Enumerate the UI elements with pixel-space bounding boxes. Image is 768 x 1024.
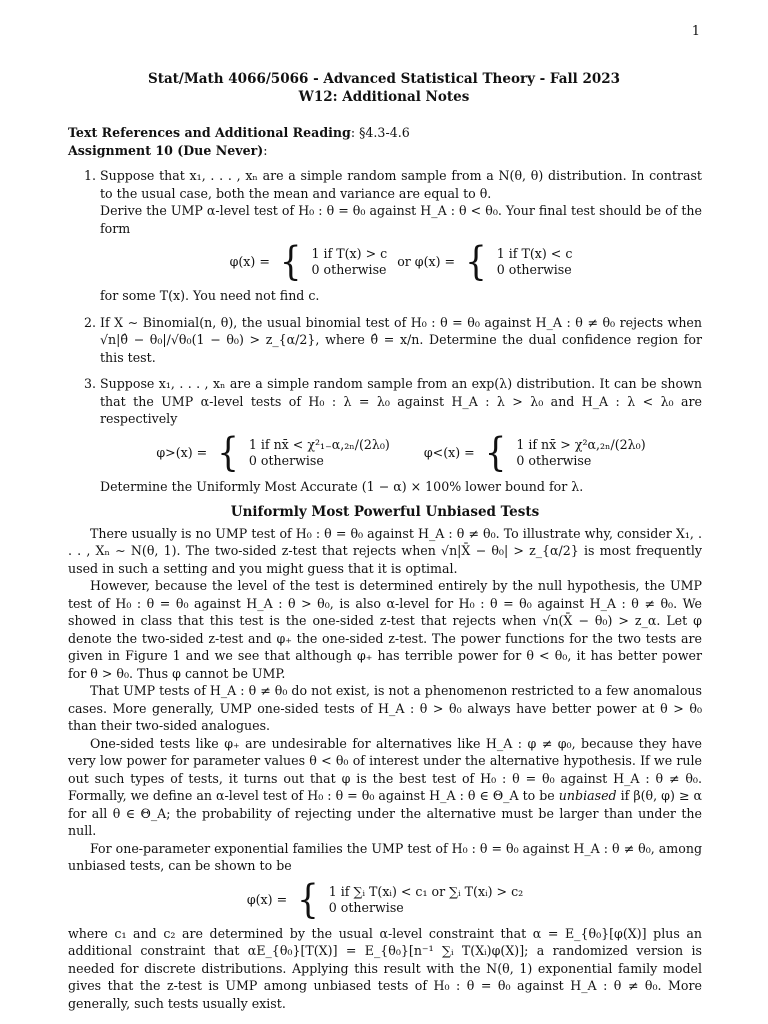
references-label: Text References and Additional Reading [68,125,351,140]
equation-case: 0 otherwise [248,452,324,468]
problem-list [68,167,702,495]
document-body [68,124,702,1012]
section-paragraph-1: There usually is no UMP test of H₀ : θ = θ₀ against H_A : θ ≠ θ₀. To illustrate why, consider X₁, . . . , Xₙ ∼ N(θ, 1). The two-sided z-test that rejects when √n|X̄ − θ₀| > z_{α/2} is most frequently used in such a setting and you might guess that it is optimal. [68,525,702,576]
left-brace-icon: { [465,239,487,285]
equation-cases [329,884,523,916]
references-value: : §4.3-4.6 [350,125,410,140]
equation-cases [312,246,388,278]
page-number: 1 [691,24,700,39]
assignment-label: Assignment 10 (Due Never) [68,142,264,158]
problem-2-text: 2. If X ∼ Binomial(n, θ), the usual binomial test of H₀ : θ = θ₀ against H_A : θ ≠ θ₀ rejects when √n|θ̂ − θ₀|/√θ₀(1 − θ₀) > z_{α/2}, where θ̂ = x/n. Determine the dual confidence region for this test. [100,314,702,365]
title-line-1: Stat/Math 4066/5066 - Advanced Statistical Theory - Fall 2023 [147,71,621,87]
equation-cases [516,437,645,469]
equation-cases [497,246,573,278]
equation-case: 0 otherwise [516,452,592,468]
problem-3-equation [100,429,702,476]
references-line [68,124,702,142]
section-paragraph-4 [68,735,702,840]
problem-1-text: 1. Suppose that x₁, . . . , xₙ are a simple random sample from a N(θ, θ) distribution. In contrast to the usual case, both the mean and variance are equal to θ. [100,168,702,201]
left-brace-icon: { [297,876,319,923]
equation-case: 0 otherwise [496,262,572,277]
left-brace-icon: { [217,429,239,476]
problem-item [100,167,702,305]
problem-item [100,375,702,495]
left-brace-icon: { [484,429,507,476]
assignment-suffix: : [263,142,268,158]
equation-lhs: φ>(x) = [156,444,208,460]
equation-case: 0 otherwise [328,899,404,915]
problem-1-closing: for some T(x). You need not find c. [100,288,320,303]
equation-lhs: φ(x) = [246,891,288,907]
section-paragraph-2: However, because the level of the test is determined entirely by the null hypothesis, the UMP test of H₀ : θ = θ₀ against H_A : θ > θ₀, is also α-level for H₀ : θ = θ₀ against H_A : θ ≠ θ₀. We showed in class that this test is the one-sided z-test that rejects when √n(X̄ − θ₀) > z_α. Let φ denote the two-sided z-test and φ₊ the one-sided z-test. The power functions for the two tests are given in Figure 1 and we see that although φ₊ has terrible power for θ < θ₀, it has better power for θ > θ₀. Thus φ cannot be UMP. [68,578,702,681]
emphasis-text: unbiased [558,788,617,803]
problem-3-text: 3. Suppose x₁, . . . , xₙ are a simple random sample from an exp(λ) distribution. It can be shown that the UMP α-level tests of H₀ : λ = λ₀ against H_A : λ > λ₀ and H_A : λ < λ₀ are respectively [100,376,702,426]
equation-case: 1 if ∑ᵢ T(xᵢ) < c₁ or ∑ᵢ T(xᵢ) > c₂ [328,883,524,899]
assignment-line [68,142,702,160]
equation-cases [249,437,390,469]
section-paragraph-6: where c₁ and c₂ are determined by the usual α-level constraint that α = E_{θ₀}[φ(X)] plus an additional constraint that αE_{θ₀}[T(X)] = E_{θ₀}[n⁻¹ ∑ᵢ T(Xᵢ)φ(X)]; a randomized version is needed for discrete distributions. Applying this result with the N(θ, 1) exponential family model gives that the z-test is UMP among unbiased tests of H₀ : θ = θ₀ against H_A : θ ≠ θ₀. More generally, such tests usually exist. [68,925,702,1011]
equation-connector: or φ(x) = [397,254,456,270]
paragraph-text: if β(θ, φ) ≥ α for all θ ∈ Θ_A; the probability of rejecting under the alternative must be larger than under the null. [68,788,702,838]
section-paragraph-5: For one-parameter exponential families the UMP test of H₀ : θ = θ₀ against H_A : θ ≠ θ₀, among unbiased tests, can be shown to be [68,840,703,873]
section-title: Uniformly Most Powerful Unbiased Tests [230,504,540,520]
problem-1-instruction: Derive the UMP α-level test of H₀ : θ = θ₀ against H_A : θ < θ₀. Your final test should be of the form [100,203,702,236]
document-title [0,70,768,106]
paragraph-text: One-sided tests like φ₊ are undesirable for alternatives like H_A : φ ≠ φ₀, because they have very low power for parameter values θ < θ₀ of interest under the alternative hypothesis. If we rule out such types of tests, it turns out that φ is the best test of H₀ : θ = θ₀ against H_A : θ ≠ θ₀. Formally, we define an α-level test of H₀ : θ = θ₀ against H_A : θ ∈ Θ_A to be [68,735,702,803]
title-line-2: W12: Additional Notes [298,89,470,105]
equation-case: 1 if nx̄ > χ²α,₂ₙ/(2λ₀) [516,436,646,452]
equation-case: 1 if T(x) > c [311,246,388,261]
left-brace-icon: { [279,239,302,285]
equation-lhs: φ<(x) = [423,444,475,460]
problem-item [100,314,702,367]
problem-3-closing: Determine the Uniformly Most Accurate (1 − α) × 100% lower bound for λ. [100,478,584,494]
section-equation [68,876,702,923]
equation-case: 1 if nx̄ < χ²₁₋α,₂ₙ/(2λ₀) [248,436,390,452]
equation-case: 1 if T(x) < c [496,246,573,261]
equation-case: 0 otherwise [311,262,387,277]
problem-1-equation [100,239,702,285]
section-paragraph-3: That UMP tests of H_A : θ ≠ θ₀ do not exist, is not a phenomenon restricted to a few anomalous cases. More generally, UMP one-sided tests of H_A : θ > θ₀ always have better power at θ > θ₀ than their two-sided analogues. [68,683,702,733]
equation-lhs: φ(x) = [229,254,270,270]
